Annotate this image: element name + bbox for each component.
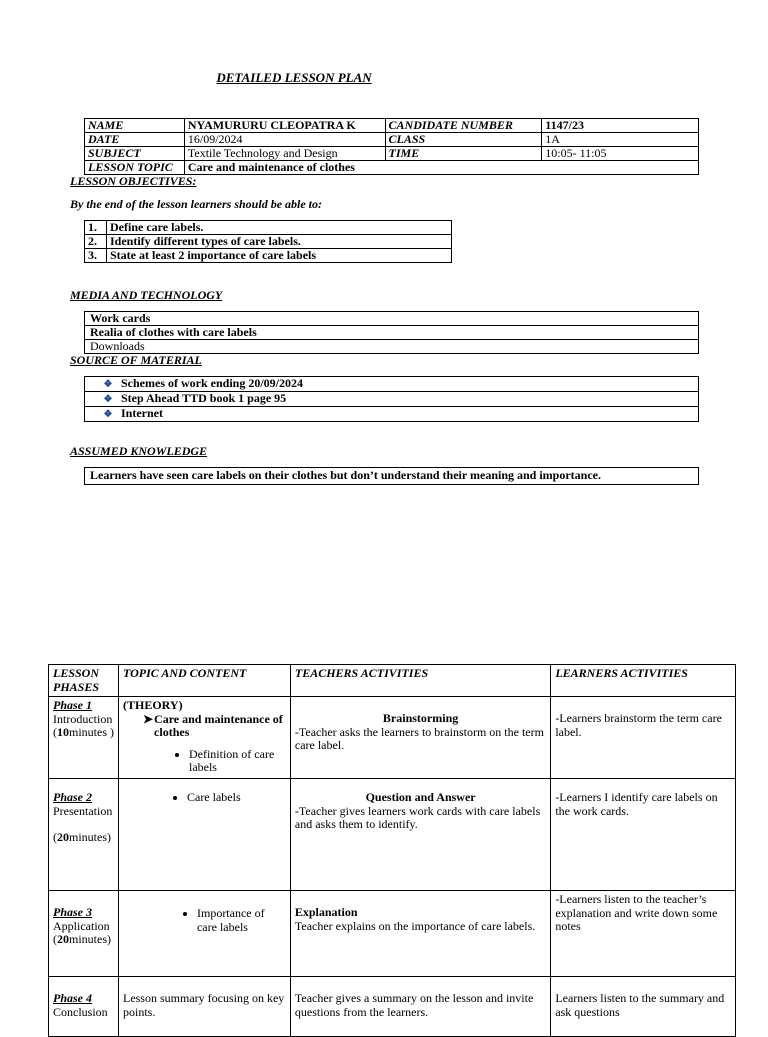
topic-main: ➤ Care and maintenance of clothes <box>142 711 283 739</box>
class-value: 1A <box>542 133 699 147</box>
phase-2-name: Phase 2 <box>53 790 92 804</box>
media-item: Work cards <box>85 312 699 326</box>
info-table <box>84 118 699 175</box>
date-value: 16/09/2024 <box>184 133 385 147</box>
header-learners-activities: LEARNERS ACTIVITIES <box>551 665 736 697</box>
phase-1-row <box>49 697 736 779</box>
phase-1-cell <box>49 697 119 779</box>
topic-text: Lesson summary focusing on key points. <box>122 991 285 1019</box>
learner-activity-text: -Learners listen to the teacher’s explanation and write down some notes <box>555 892 718 933</box>
lesson-phases-table <box>48 664 736 1037</box>
teacher-activity-title: Brainstorming <box>382 711 459 725</box>
media-item: Downloads <box>85 340 699 354</box>
objective-text: Define care labels. <box>107 221 452 235</box>
source-row <box>85 407 699 422</box>
document-title: DETAILED LESSON PLAN <box>216 70 372 85</box>
info-row-topic <box>85 161 699 175</box>
phase-3-learner <box>551 891 736 977</box>
learner-activity-text: -Learners I identify care labels on the work cards. <box>555 790 718 818</box>
phase-2-topic <box>118 779 290 891</box>
phase-3-topic <box>118 891 290 977</box>
phase-2-duration: (20minutes) <box>53 830 111 844</box>
media-row <box>85 312 699 326</box>
arrow-bullet-icon: ➤ <box>142 711 154 726</box>
objective-row <box>85 221 452 235</box>
phase-1-label: Introduction <box>53 711 113 726</box>
phase-2-teacher <box>290 779 550 891</box>
objectives-intro: By the end of the lesson learners should be able to: <box>70 197 323 211</box>
candidate-number-label: CANDIDATE NUMBER <box>385 119 542 133</box>
teacher-activity-text: Teacher gives a summary on the lesson and invite questions from the learners. <box>294 991 534 1019</box>
teacher-activity-text: -Teacher gives learners work cards with care labels and asks them to identify. <box>294 803 541 831</box>
header-teachers-activities: TEACHERS ACTIVITIES <box>290 665 550 697</box>
phase-2-label: Presentation <box>53 803 113 818</box>
teacher-activity-title: Question and Answer <box>365 790 476 804</box>
phase-4-label: Conclusion <box>53 1004 108 1019</box>
teacher-activity-title: Explanation <box>294 905 358 919</box>
source-item: Schemes of work ending 20/09/2024 <box>121 376 304 390</box>
assumed-knowledge-heading: ASSUMED KNOWLEDGE <box>70 444 208 458</box>
topic-bullet: • Care labels <box>187 791 286 805</box>
phase-4-name: Phase 4 <box>53 991 92 1005</box>
media-item: Realia of clothes with care labels <box>85 326 699 340</box>
teacher-activity-text: Teacher explains on the importance of care labels. <box>294 918 536 933</box>
phase-1-duration: (10minutes ) <box>53 725 114 739</box>
media-row <box>85 326 699 340</box>
phase-3-cell <box>49 891 119 977</box>
phase-4-row <box>49 977 736 1037</box>
assumed-knowledge-text: Learners have seen care labels on their clothes but don’t understand their meaning and importance. <box>85 468 699 485</box>
phase-3-duration: (20minutes) <box>53 932 111 946</box>
phase-3-row <box>49 891 736 977</box>
diamond-bullet-icon: ❖ <box>103 409 113 420</box>
subject-label: SUBJECT <box>85 147 185 161</box>
media-heading: MEDIA AND TECHNOLOGY <box>70 288 223 302</box>
phase-3-label: Application <box>53 918 110 933</box>
phase-2-cell <box>49 779 119 891</box>
assumed-knowledge-table <box>84 467 699 485</box>
objective-text: Identify different types of care labels. <box>107 235 452 249</box>
phase-2-row <box>49 779 736 891</box>
topic-bullet: • Definition of care labels <box>189 748 286 775</box>
class-label: CLASS <box>385 133 542 147</box>
phase-1-teacher <box>290 697 550 779</box>
diamond-bullet-icon: ❖ <box>103 379 113 390</box>
phase-4-teacher <box>290 977 550 1037</box>
info-row-subject <box>85 147 699 161</box>
objective-number: 1. <box>85 221 107 235</box>
subject-value: Textile Technology and Design <box>184 147 385 161</box>
source-heading: SOURCE OF MATERIAL <box>70 353 202 367</box>
name-value: NYAMURURU CLEOPATRA K <box>184 119 385 133</box>
info-row-name <box>85 119 699 133</box>
info-row-date <box>85 133 699 147</box>
phase-3-name: Phase 3 <box>53 905 92 919</box>
topic-bullet: • Importance of care labels <box>197 907 286 934</box>
source-row <box>85 377 699 392</box>
date-label: DATE <box>85 133 185 147</box>
source-item: Step Ahead TTD book 1 page 95 <box>121 391 287 405</box>
theory-label: (THEORY) <box>122 698 183 712</box>
objectives-table <box>84 220 452 263</box>
header-lesson-phases: LESSON PHASES <box>49 665 119 697</box>
lesson-topic-label: LESSON TOPIC <box>85 161 185 175</box>
name-label: NAME <box>85 119 185 133</box>
phase-1-topic <box>118 697 290 779</box>
objective-number: 2. <box>85 235 107 249</box>
time-label: TIME <box>385 147 542 161</box>
learner-activity-text: Learners listen to the summary and ask questions <box>555 991 725 1019</box>
phase-1-name: Phase 1 <box>53 698 92 712</box>
source-table <box>84 376 699 422</box>
candidate-number-value: 1147/23 <box>542 119 699 133</box>
source-row <box>85 392 699 407</box>
phase-2-learner <box>551 779 736 891</box>
header-topic-content: TOPIC AND CONTENT <box>118 665 290 697</box>
phase-4-topic <box>118 977 290 1037</box>
objective-row <box>85 235 452 249</box>
phase-1-learner <box>551 697 736 779</box>
lesson-topic-value: Care and maintenance of clothes <box>184 161 698 175</box>
source-item: Internet <box>121 406 163 420</box>
phase-3-teacher <box>290 891 550 977</box>
teacher-activity-text: -Teacher asks the learners to brainstorm on the term care label. <box>294 724 544 752</box>
phase-4-cell <box>49 977 119 1037</box>
lesson-table-header <box>49 665 736 697</box>
diamond-bullet-icon: ❖ <box>103 394 113 405</box>
learner-activity-text: -Learners brainstorm the term care label. <box>555 711 722 739</box>
media-row <box>85 340 699 354</box>
objective-number: 3. <box>85 249 107 263</box>
phase-4-learner <box>551 977 736 1037</box>
objective-row <box>85 249 452 263</box>
objectives-heading: LESSON OBJECTIVES: <box>70 174 197 188</box>
time-value: 10:05- 11:05 <box>542 147 699 161</box>
media-table <box>84 311 699 354</box>
objective-text: State at least 2 importance of care labels <box>107 249 452 263</box>
